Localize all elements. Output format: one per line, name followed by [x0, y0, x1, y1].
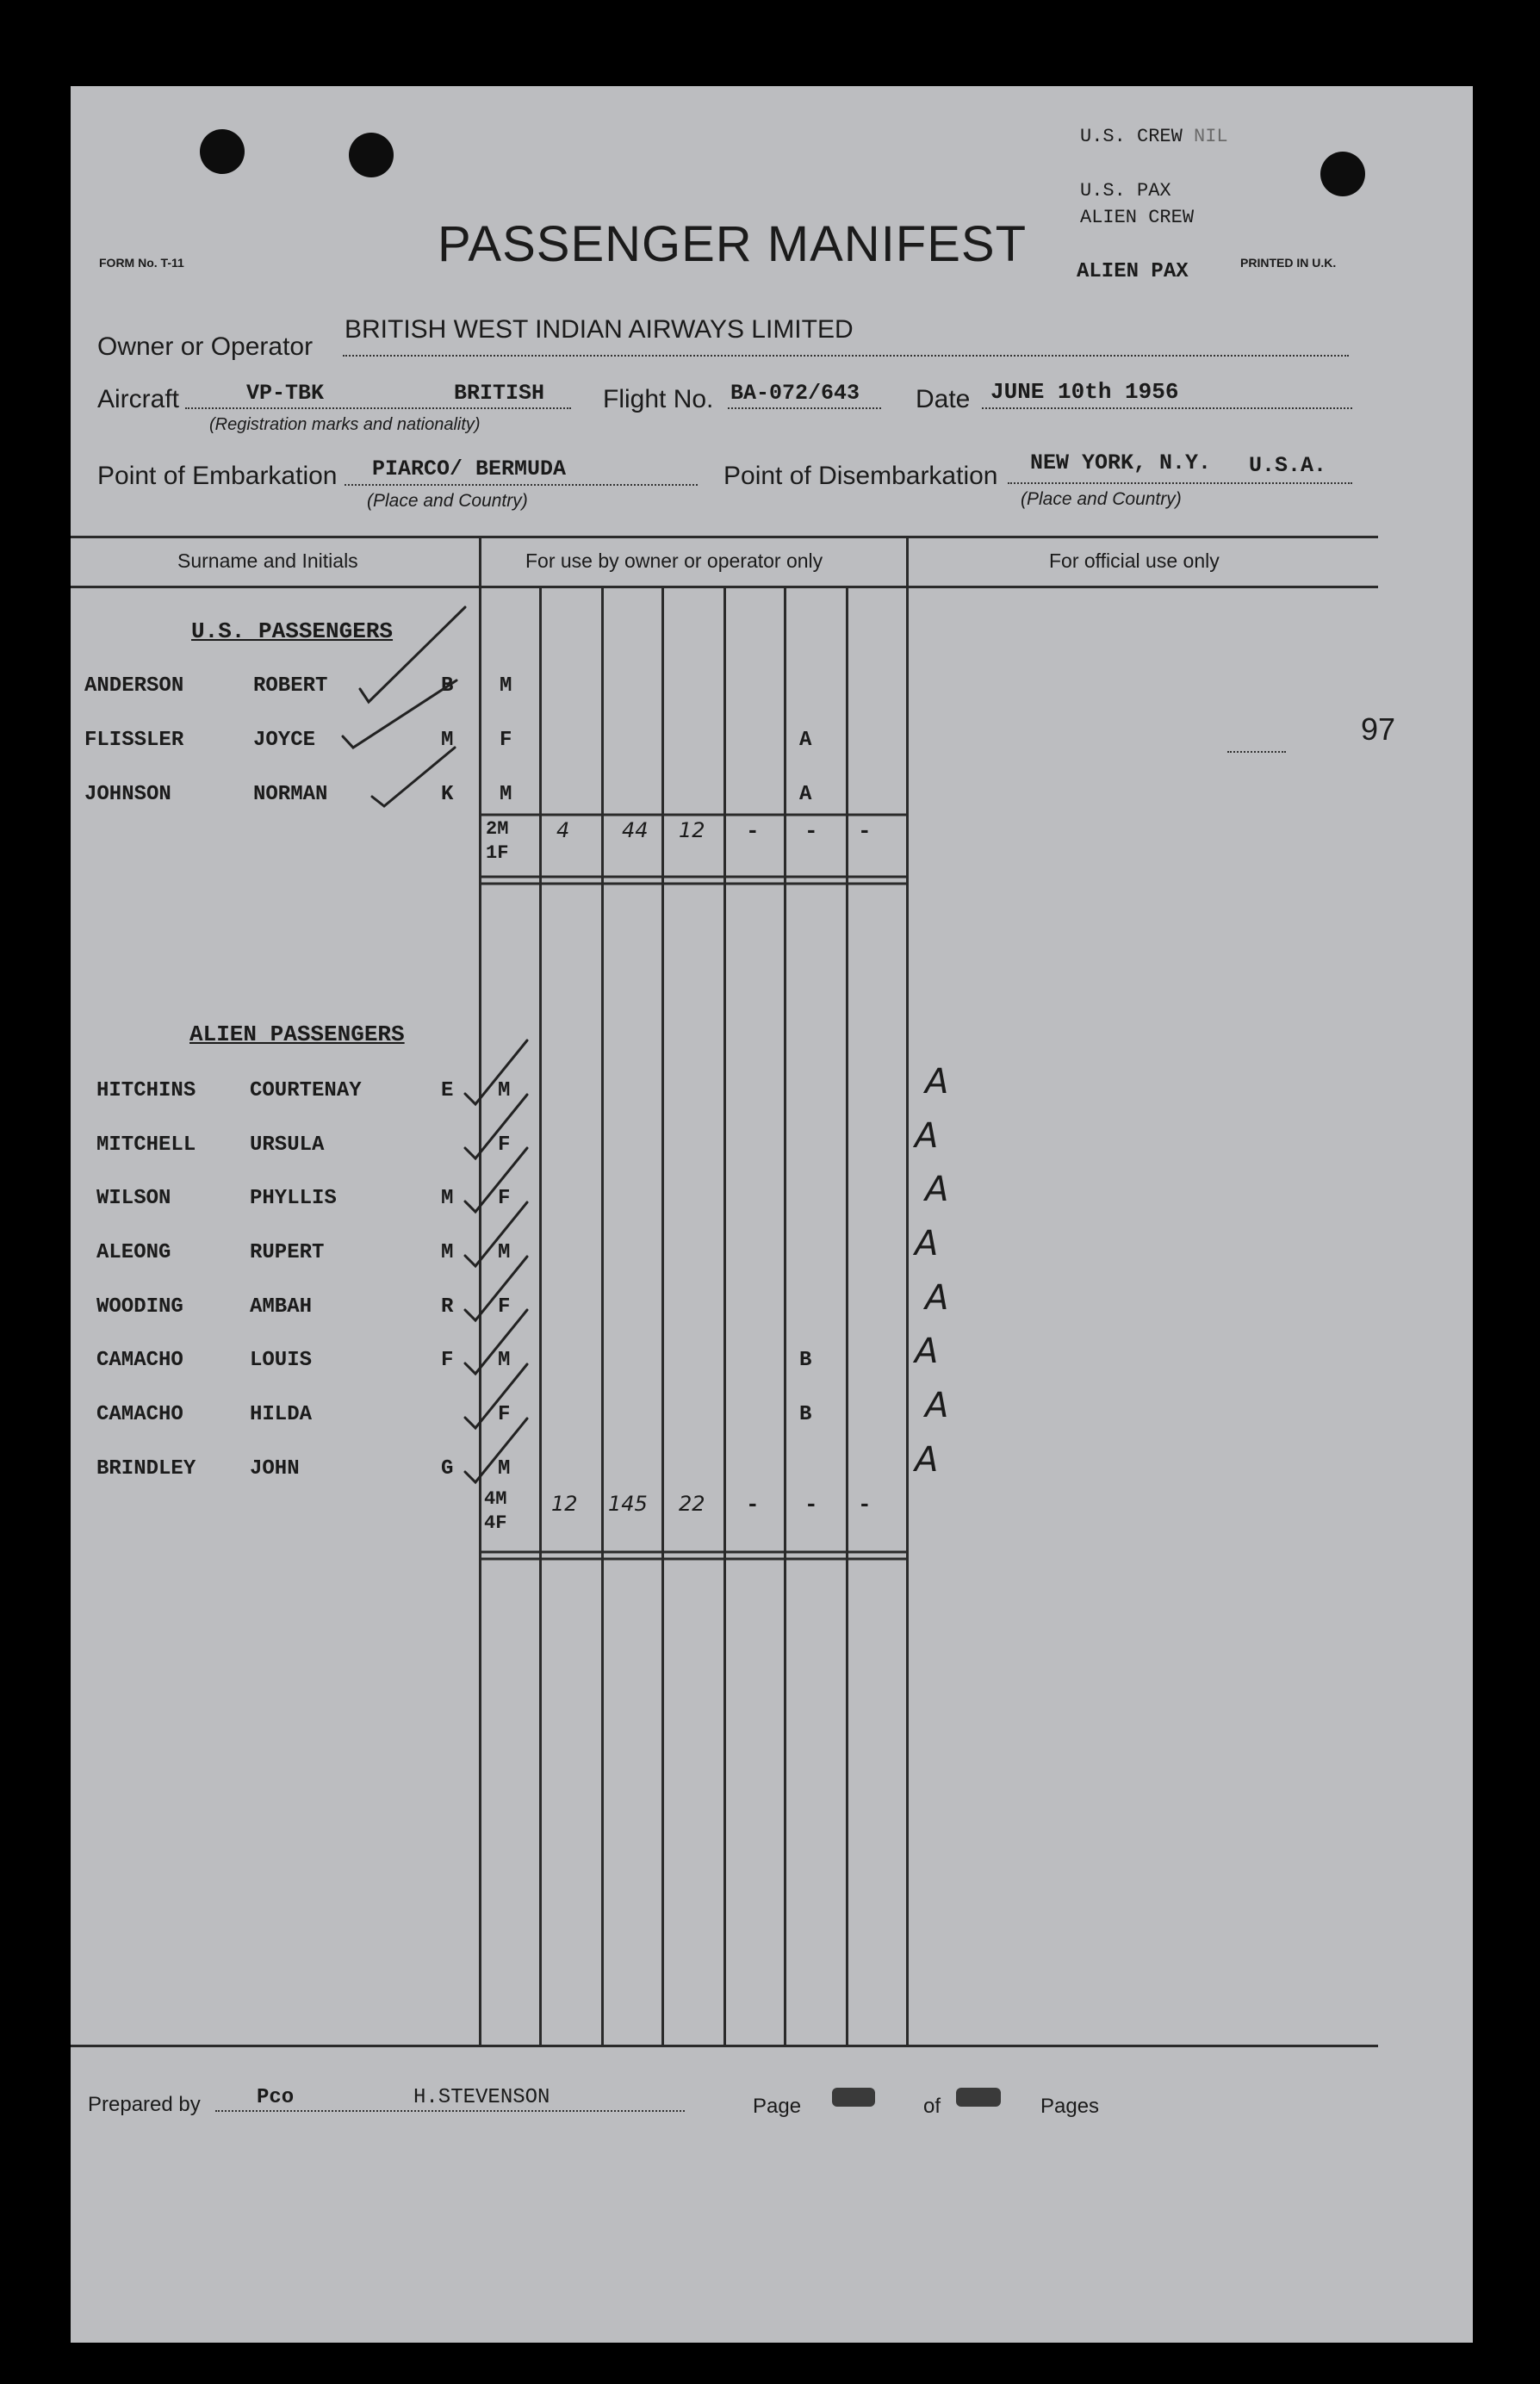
passenger-first-name: LOUIS	[250, 1349, 313, 1372]
passenger-surname: JOHNSON	[84, 783, 171, 806]
passenger-surname: ALEONG	[96, 1241, 171, 1264]
passenger-sex: F	[498, 1133, 511, 1157]
total-male: 2M	[486, 818, 509, 840]
prepared-name: H.STEVENSON	[413, 2086, 550, 2109]
official-mark: A	[925, 1386, 949, 1425]
passenger-surname: ANDERSON	[84, 674, 184, 698]
passenger-code: G	[441, 1457, 454, 1481]
passenger-surname: FLISSLER	[84, 729, 184, 752]
disembarkation-value: NEW YORK, N.Y.	[1030, 450, 1212, 475]
passenger-sex: F	[498, 1295, 511, 1319]
flight-label: Flight No.	[603, 385, 714, 413]
total-col5: -	[804, 1492, 818, 1518]
date-value: JUNE 10th 1956	[990, 379, 1179, 405]
official-mark: A	[925, 1278, 949, 1318]
passenger-code: B	[441, 674, 454, 698]
us-section-heading: U.S. PASSENGERS	[191, 618, 394, 644]
passenger-code: R	[441, 1295, 454, 1319]
passenger-sex: M	[498, 1079, 511, 1102]
official-mark: A	[915, 1332, 939, 1371]
total-col6: -	[858, 1492, 872, 1518]
passenger-first-name: URSULA	[250, 1133, 325, 1157]
passenger-code: E	[441, 1079, 454, 1102]
total-col5: -	[804, 818, 818, 844]
printed-note: PRINTED IN U.K.	[1240, 256, 1337, 270]
official-mark: A	[925, 1062, 949, 1102]
official-mark: A	[925, 1170, 949, 1209]
embarkation-value: PIARCO/ BERMUDA	[372, 456, 567, 481]
total-male: 4M	[484, 1488, 507, 1510]
aircraft-note: (Registration marks and nationality)	[209, 415, 481, 434]
disembarkation-label: Point of Disembarkation	[723, 462, 998, 490]
passenger-surname: BRINDLEY	[96, 1457, 196, 1481]
page-number: 97	[1361, 711, 1396, 747]
passenger-first-name: AMBAH	[250, 1295, 313, 1319]
passenger-sex: F	[498, 1403, 511, 1426]
aircraft-label: Aircraft	[97, 385, 180, 413]
passenger-sex: M	[498, 1349, 511, 1372]
passenger-first-name: JOYCE	[253, 729, 316, 752]
page-label: Page	[753, 2095, 802, 2118]
total-female: 1F	[486, 842, 509, 864]
passenger-first-name: RUPERT	[250, 1241, 325, 1264]
prepared-rank: Pco	[257, 2086, 295, 2109]
disembarkation-note: (Place and Country)	[1021, 489, 1182, 509]
date-label: Date	[916, 385, 971, 413]
passenger-code: M	[441, 729, 454, 752]
disembarkation-country: U.S.A.	[1249, 453, 1327, 478]
total-col1: 4	[556, 818, 570, 842]
passenger-sex: M	[500, 674, 512, 698]
total-col3: 22	[679, 1492, 705, 1516]
total-col2: 145	[608, 1492, 648, 1516]
embarkation-label: Point of Embarkation	[97, 462, 338, 490]
passenger-code: M	[441, 1241, 454, 1264]
of-label: of	[923, 2095, 941, 2118]
passenger-sex: M	[498, 1241, 511, 1264]
passenger-sex: M	[498, 1457, 511, 1481]
passenger-code: F	[441, 1349, 454, 1372]
passenger-first-name: HILDA	[250, 1403, 313, 1426]
total-col4: -	[746, 818, 760, 844]
aircraft-nationality: BRITISH	[454, 381, 545, 406]
total-col4: -	[746, 1492, 760, 1518]
passenger-surname: MITCHELL	[96, 1133, 196, 1157]
official-mark: A	[915, 1224, 939, 1263]
passenger-first-name: COURTENAY	[250, 1079, 362, 1102]
stamp-alien-pax: ALIEN PAX	[1077, 260, 1189, 283]
column-header-official: For official use only	[1049, 549, 1220, 572]
stamp-us-pax: U.S. PAX	[1080, 180, 1171, 202]
owner-label: Owner or Operator	[97, 332, 314, 361]
official-mark: A	[915, 1116, 939, 1156]
total-col6: -	[858, 818, 872, 844]
total-col1: 12	[551, 1492, 578, 1516]
passenger-sex: M	[500, 783, 512, 806]
passenger-code: K	[441, 783, 454, 806]
stamp-alien-crew: ALIEN CREW	[1080, 207, 1195, 228]
owner-value: BRITISH WEST INDIAN AIRWAYS LIMITED	[345, 315, 854, 344]
pages-label: Pages	[1040, 2095, 1100, 2118]
flight-value: BA-072/643	[730, 381, 860, 406]
passenger-surname: WILSON	[96, 1187, 171, 1210]
total-col3: 12	[679, 818, 705, 842]
check-mark	[360, 607, 465, 702]
passenger-surname: CAMACHO	[96, 1349, 183, 1372]
passenger-code: M	[441, 1187, 454, 1210]
passenger-mark: A	[799, 729, 812, 752]
passenger-first-name: NORMAN	[253, 783, 328, 806]
check-mark	[372, 748, 455, 806]
column-header-operator: For use by owner or operator only	[525, 549, 823, 572]
passenger-first-name: JOHN	[250, 1457, 300, 1481]
prepared-label: Prepared by	[88, 2093, 201, 2116]
passenger-mark: B	[799, 1349, 812, 1372]
embarkation-note: (Place and Country)	[367, 491, 528, 511]
official-mark: A	[915, 1440, 939, 1480]
total-female: 4F	[484, 1512, 507, 1534]
stamp-us-crew: U.S. CREW NIL	[1080, 126, 1228, 147]
column-header-surname: Surname and Initials	[177, 549, 358, 572]
passenger-first-name: PHYLLIS	[250, 1187, 337, 1210]
passenger-first-name: ROBERT	[253, 674, 328, 698]
total-col2: 44	[622, 818, 649, 842]
aircraft-reg: VP-TBK	[246, 381, 325, 406]
passenger-mark: A	[799, 783, 812, 806]
passenger-surname: CAMACHO	[96, 1403, 183, 1426]
passenger-sex: F	[500, 729, 512, 752]
passenger-surname: WOODING	[96, 1295, 183, 1319]
alien-section-heading: ALIEN PASSENGERS	[189, 1021, 405, 1047]
passenger-surname: HITCHINS	[96, 1079, 196, 1102]
passenger-mark: B	[799, 1403, 812, 1426]
check-mark	[465, 1040, 527, 1104]
form-number: FORM No. T-11	[99, 256, 184, 270]
passenger-sex: F	[498, 1187, 511, 1210]
page-title: PASSENGER MANIFEST	[438, 216, 1028, 272]
